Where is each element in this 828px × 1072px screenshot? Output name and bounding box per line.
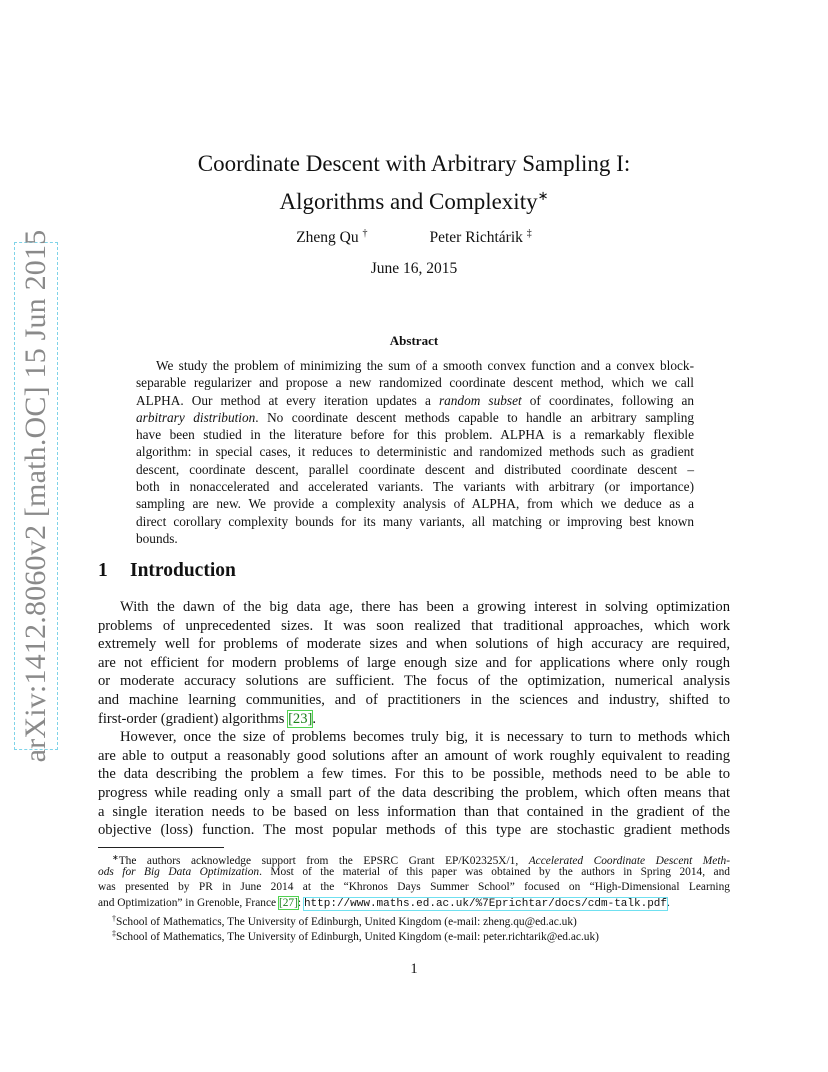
title-line-1: Coordinate Descent with Arbitrary Sampling I: <box>197 151 631 176</box>
abstract-line: sampling are new. We provide a complexity analysis of ALPHA, from which we deduce as a <box>136 496 694 512</box>
talk-url-link[interactable]: http://www.maths.ed.ac.uk/%7Eprichtar/docs/cdm-talk.pdf <box>303 897 667 910</box>
paragraph-1-line: are not efficient for modern problems of large enough size and for applications where only rough <box>98 654 730 671</box>
abstract-line: We study the problem of minimizing the sum of a smooth convex function and a convex block- <box>156 358 694 373</box>
paragraph-2-line: progress while reading only a small part of the data describing the problem, which often means that <box>98 784 730 801</box>
footnote-1-line: ∗The authors acknowledge support from the EPSRC Grant EP/K02325X/1, Accelerated Coordinate Descent Meth- <box>112 853 730 867</box>
author-1: Zheng Qu † <box>296 228 368 246</box>
author-list <box>0 228 828 247</box>
page-number: 1 <box>410 961 418 977</box>
arxiv-identifier-stamp[interactable] <box>14 229 58 763</box>
abstract-line: descent, coordinate descent, parallel coordinate descent and distributed coordinate descent – <box>136 461 694 477</box>
paper-title <box>0 148 828 218</box>
paper-date: June 16, 2015 <box>370 260 458 277</box>
paragraph-1-line: With the dawn of the big data age, there has been a growing interest in solving optimization <box>120 599 730 615</box>
abstract-line: have been studied in the literature before for this problem. ALPHA is a remarkably flexible <box>136 427 694 443</box>
paragraph-2-line: are able to output a reasonably good solutions after an amount of work roughly equivalent to reading <box>98 747 730 764</box>
author-1-footnote-mark[interactable]: † <box>362 228 368 239</box>
title-line-2: Algorithms and Complexity∗ <box>279 188 549 214</box>
abstract-line: both in nonaccelerated and accelerated variants. The variants with arbitrary (or importance) <box>136 479 694 495</box>
section-number: 1 <box>98 560 108 581</box>
author-2-footnote-mark[interactable]: ‡ <box>526 228 532 239</box>
paragraph-1-line: and machine learning communities, and of practitioners in the sciences and industry, shifted to <box>98 691 730 708</box>
footnote-3: ‡School of Mathematics, The University of Edinburgh, United Kingdom (e-mail: peter.richtarik@ed.ac.uk) <box>112 928 599 943</box>
citation-link-23[interactable]: [23] <box>288 710 313 727</box>
abstract-line: arbitrary distribution. No coordinate descent methods capable to handle an arbitrary sampling <box>136 409 694 425</box>
author-2: Peter Richtárik ‡ <box>429 228 532 246</box>
abstract-line: algorithm: in special cases, it reduces to deterministic and randomized methods such as gradient <box>136 444 694 460</box>
footnote-1-line: was presented by PR in June 2014 at the “Khronos Days Summer School” focused on “High-Dimensional Learning <box>98 881 730 894</box>
paragraph-1-line: first-order (gradient) algorithms [23]. <box>98 710 317 727</box>
paragraph-1-line: or moderate accuracy solutions are sufficient. The focus of the optimization, numerical analysis <box>98 673 730 690</box>
abstract-line: bounds. <box>136 530 178 546</box>
abstract-line: direct corollary complexity bounds for its many variants, all matching or improving best known <box>136 513 694 529</box>
section-title: Introduction <box>130 560 236 581</box>
footnote-1-line: and Optimization” in Grenoble, France [27]: http://www.maths.ed.ac.uk/%7Eprichtar/docs/cdm-talk.pdf. <box>98 896 670 910</box>
abstract-heading: Abstract <box>389 333 439 348</box>
footnote-divider <box>98 847 224 848</box>
body-text <box>98 598 730 840</box>
citation-link-27[interactable]: [27] <box>278 896 298 909</box>
paragraph-2-line: However, once the size of problems becomes truly big, it is necessary to turn to methods which <box>120 729 730 746</box>
footnote-1-line: ods for Big Data Optimization. Most of the material of this paper was obtained by the authors in Spring 2014, and <box>98 866 730 879</box>
title-footnote-mark[interactable]: ∗ <box>537 188 549 203</box>
abstract-body <box>136 357 694 547</box>
paragraph-2-line: the data describing the problem a few times. For this to be possible, methods need to be able to <box>98 766 730 783</box>
footnotes <box>98 850 730 941</box>
paragraph-2-line: objective (loss) function. The most popular methods of this type are stochastic gradient methods <box>98 822 730 839</box>
arxiv-identifier-text: arXiv:1412.8060v2 [math.OC] 15 Jun 2015 <box>19 229 52 763</box>
section-heading <box>98 560 236 582</box>
abstract-line: separable regularizer and propose a new randomized coordinate descent method, which we call <box>136 375 694 391</box>
footnote-2: †School of Mathematics, The University of Edinburgh, United Kingdom (e-mail: zheng.qu@ed.ac.uk) <box>112 913 577 928</box>
paragraph-1-line: problems of unprecedented sizes. It was soon realized that traditional approaches, which work <box>98 617 730 634</box>
paragraph-1-line: extremely well for problems of moderate sizes and when solutions of high accuracy are required, <box>98 636 730 653</box>
abstract-line: ALPHA. Our method at every iteration updates a random subset of coordinates, following an <box>136 392 695 408</box>
paragraph-2-line: a single iteration needs to be based on less information than that contained in the gradient of the <box>98 803 730 820</box>
